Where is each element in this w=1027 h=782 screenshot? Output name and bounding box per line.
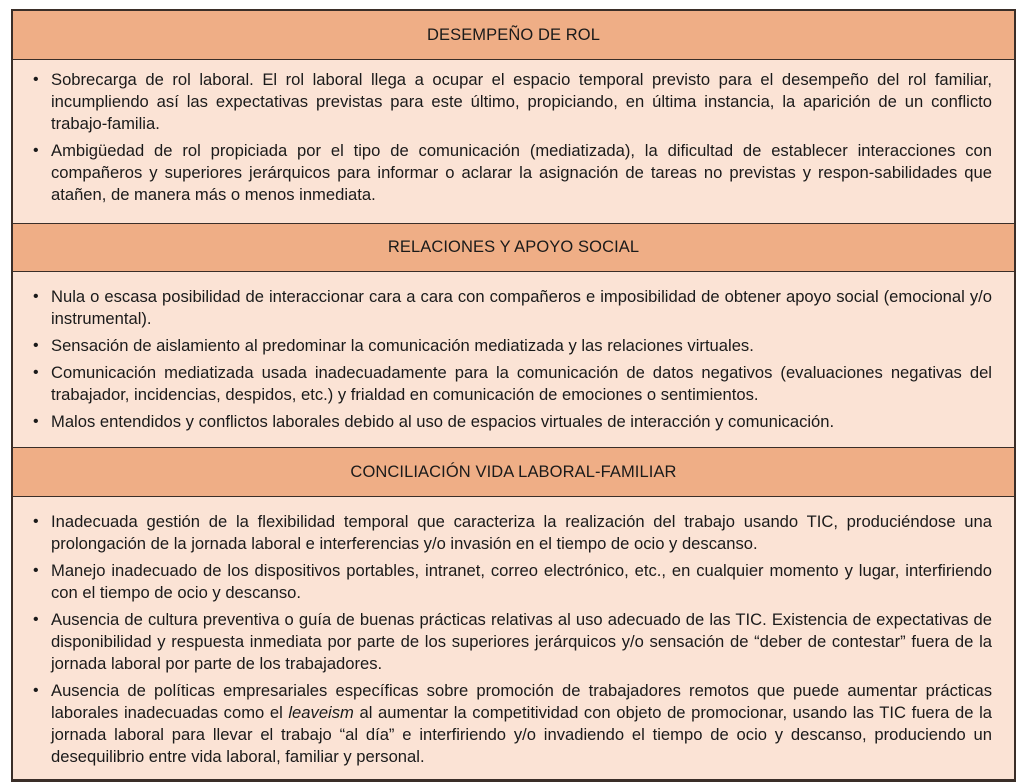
list-item: • Inadecuada gestión de la flexibilidad temporal que caracteriza la realización del trabajo usando TIC, produciéndose una prolongación de la jornada laboral e interferencias y/o invasión en el tiempo de ocio y descanso. <box>33 512 992 553</box>
list-item: • Nula o escasa posibilidad de interaccionar cara a cara con compañeros e imposibilidad de obtener apoyo social (emocional y/o instrumental). <box>33 287 992 328</box>
section-title: CONCILIACIÓN VIDA LABORAL-FAMILIAR <box>350 462 677 481</box>
list-item: • Ausencia de cultura preventiva o guía de buenas prácticas relativas al uso adecuado de las TIC. Existencia de expectativas de disponibilidad y respuesta inmediata por parte de los superiores jerárquicos y/o sensación de “deber de contestar” fuera de la jornada laboral por parte de los trabajadores. <box>33 610 992 673</box>
list-item: • Sensación de aislamiento al predominar la comunicación mediatizada y las relaciones virtuales. <box>33 336 754 355</box>
bullet-icon: • <box>33 288 39 305</box>
bullet-icon: • <box>33 413 39 430</box>
bullet-list <box>13 69 1014 206</box>
list-item: • Malos entendidos y conflictos laborales debido al uso de espacios virtuales de interacción y comunicación. <box>33 412 835 431</box>
bullet-icon: • <box>33 611 39 628</box>
section-body-relaciones-apoyo-social <box>13 272 1014 448</box>
bullet-icon: • <box>33 513 39 530</box>
section-body-conciliacion-vida-laboral-familiar <box>13 497 1014 779</box>
list-item: • Ausencia de políticas empresariales específicas sobre promoción de trabajadores remotos que puede aumentar prácticas laborales inadecuadas como el leaveism al aumentar la competitividad con objeto de promocionar, usando las TIC fuera de la jornada laboral para llevar el trabajo “al día” e interfiriendo y/o invadiendo el tiempo de ocio y descanso, produciendo un desequilibrio entre vida laboral, familiar y personal. <box>33 681 992 766</box>
bullet-icon: • <box>33 71 39 88</box>
bullet-icon: • <box>33 364 39 381</box>
emphasis-term: leaveism <box>288 703 354 722</box>
risk-factors-table <box>11 9 1016 782</box>
list-item: • Ambigüedad de rol propiciada por el tipo de comunicación (mediatizada), la dificultad de establecer interacciones con compañeros y superiores jerárquicos para informar o aclarar la asignación de tareas no previstas y respon-sabilidades que atañen, de manera más o menos inmediata. <box>33 141 992 204</box>
bullet-icon: • <box>33 142 39 159</box>
list-item: • Sobrecarga de rol laboral. El rol laboral llega a ocupar el espacio temporal previsto para el desempeño del rol familiar, incumpliendo así las expectativas previstas para este último, propiciando, en última instancia, la aparición de un conflicto trabajo-familia. <box>33 70 992 133</box>
section-header-conciliacion-vida-laboral-familiar <box>13 447 1014 497</box>
section-header-relaciones-apoyo-social <box>13 223 1014 272</box>
list-item: • Manejo inadecuado de los dispositivos portables, intranet, correo electrónico, etc., en cualquier momento y lugar, interfiriendo con el tiempo de ocio y descanso. <box>33 561 992 602</box>
bullet-list <box>13 286 1014 433</box>
bullet-icon: • <box>33 682 39 699</box>
section-header-desempeno-de-rol <box>13 11 1014 60</box>
section-title: DESEMPEÑO DE ROL <box>426 25 601 44</box>
bullet-list <box>13 511 1014 768</box>
bullet-icon: • <box>33 562 39 579</box>
section-body-desempeno-de-rol <box>13 60 1014 224</box>
bullet-icon: • <box>33 337 39 354</box>
list-item: • Comunicación mediatizada usada inadecuadamente para la comunicación de datos negativos (evaluaciones negativas del trabajador, incidencias, despidos, etc.) y frialdad en comunicación de emociones o sentimientos. <box>33 363 992 404</box>
section-title: RELACIONES Y APOYO SOCIAL <box>387 238 640 256</box>
